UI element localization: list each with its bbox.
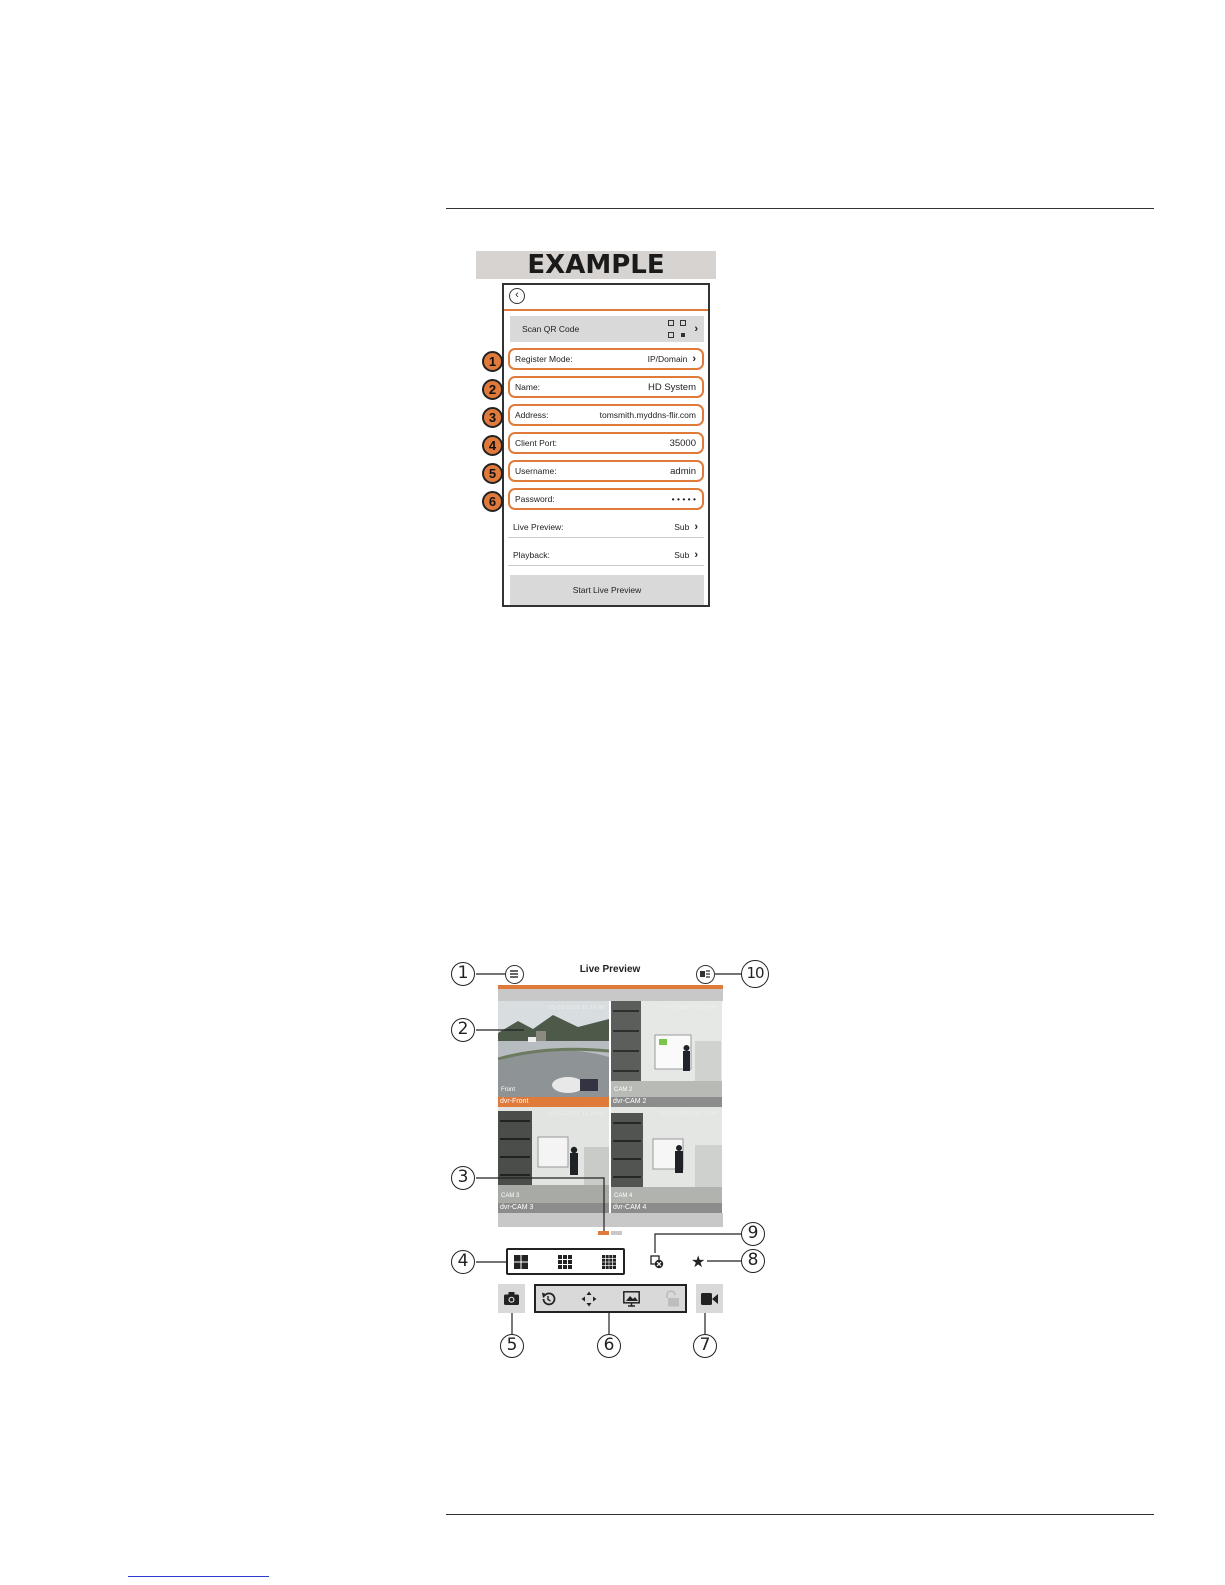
badge-1: 1 [482, 351, 503, 372]
camera-overlay-label: CAM 2 [614, 1087, 633, 1093]
camera-overlay-label: CAM 3 [501, 1193, 520, 1199]
live-preview-label: Live Preview: [513, 521, 564, 532]
live-preview-value: Sub [674, 521, 690, 532]
camera-caption-2: dvr-CAM 2 [611, 1097, 722, 1107]
badge-3: 3 [482, 407, 503, 428]
camera-overlay-label: Front [501, 1087, 516, 1093]
address-label: Address: [515, 410, 549, 420]
back-arrow-icon[interactable]: ‹ [509, 288, 525, 304]
star-icon[interactable]: ★ [691, 1254, 706, 1271]
playback-label: Playback: [513, 549, 550, 560]
camera-overlay-label: CAM 4 [614, 1193, 633, 1199]
client-port-label: Client Port: [515, 438, 558, 448]
callout-6: 6 [597, 1334, 621, 1358]
scan-qr-label: Scan QR Code [522, 324, 580, 334]
playback-value: Sub [674, 549, 690, 560]
camera-caption-4: dvr-CAM 4 [611, 1203, 722, 1213]
username-label: Username: [515, 466, 557, 476]
example-label: EXAMPLE [527, 250, 665, 280]
chevron-right-icon: › [694, 323, 698, 335]
callout-9: 9 [741, 1222, 765, 1246]
footer-link-underline[interactable] [128, 1576, 269, 1577]
name-value: HD System [647, 381, 696, 393]
camera-caption-1: dvr-Front [498, 1097, 609, 1107]
callout-4: 4 [451, 1250, 475, 1274]
camera-timestamp: 03-03-2016 11:16:40 [661, 1005, 718, 1011]
callout-5: 5 [500, 1334, 524, 1358]
badge-5: 5 [482, 463, 503, 484]
live-preview-title: Live Preview [579, 964, 641, 975]
camera-timestamp: 03-03-2016 11:16:40 [548, 1111, 605, 1117]
chevron-right-icon: › [694, 548, 698, 561]
password-value: • • • • • [671, 494, 696, 504]
callout-3: 3 [451, 1166, 475, 1190]
register-mode-label: Register Mode: [515, 354, 573, 364]
callout-1: 1 [451, 962, 475, 986]
address-value: tomsmith.myddns-flir.com [599, 410, 696, 420]
badge-2: 2 [482, 379, 503, 400]
start-live-preview-button[interactable]: Start Live Preview [510, 575, 704, 605]
client-port-value: 35000 [669, 437, 696, 449]
callout-8: 8 [741, 1249, 765, 1273]
register-mode-value: IP/Domain [647, 354, 688, 364]
badge-6: 6 [482, 491, 503, 512]
camera-caption-3: dvr-CAM 3 [498, 1203, 609, 1213]
callout-10: 10 [741, 960, 769, 988]
chevron-right-icon: › [692, 353, 696, 365]
password-label: Password: [515, 494, 555, 504]
callout-7: 7 [693, 1334, 717, 1358]
chevron-right-icon: › [694, 520, 698, 533]
camera-timestamp: 03-03-2016 11:16:40 [548, 1005, 605, 1011]
camera-timestamp: 03-03-2016 11:16:40 [661, 1111, 718, 1117]
name-label: Name: [515, 382, 541, 392]
footer-rule [446, 1514, 1154, 1515]
username-value: admin [670, 465, 696, 477]
callout-2: 2 [451, 1018, 475, 1042]
badge-4: 4 [482, 435, 503, 456]
